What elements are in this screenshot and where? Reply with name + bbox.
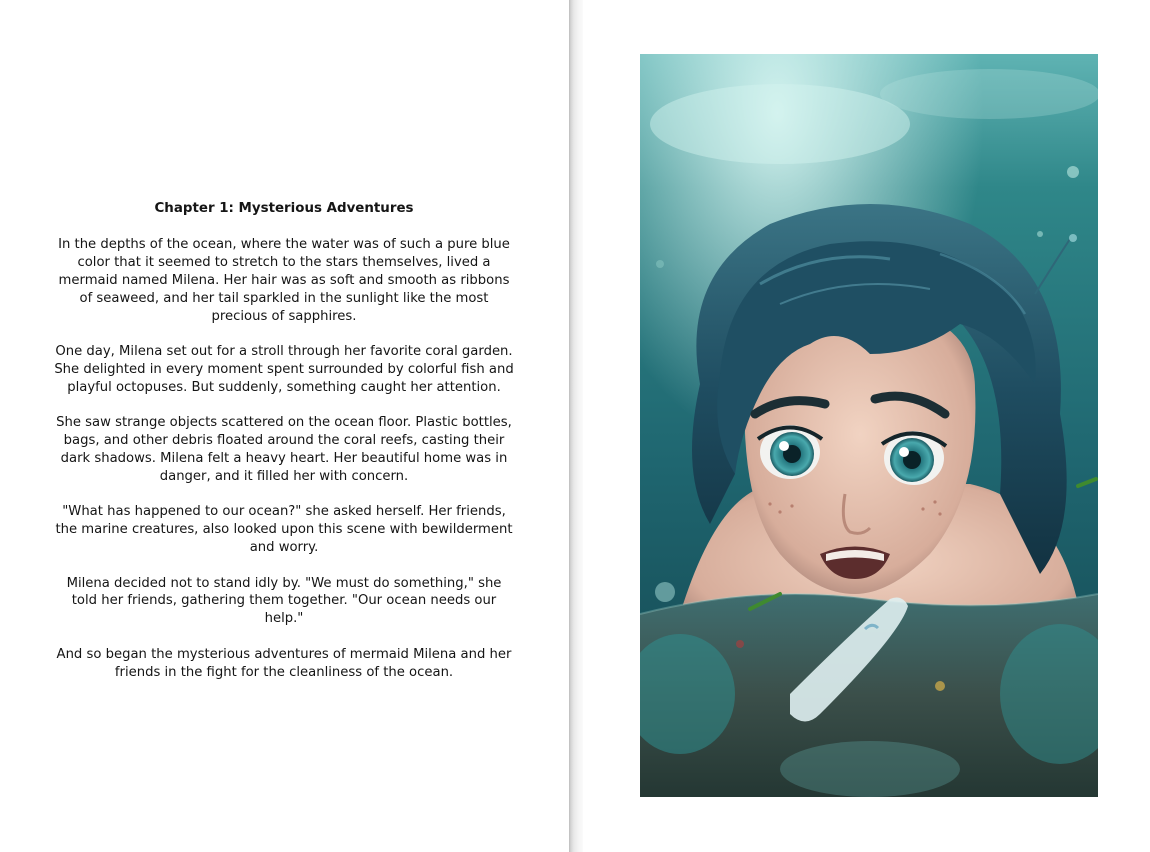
paragraph-1: In the depths of the ocean, where the water was of such a pure blue color that it seemed to stretch to the stars themselves, lived a mermaid named Milena. Her hair was as soft and smooth as ribbons of seaweed, and her tail sparkled in the sunlight like the most precious of sapphires. [58, 236, 510, 324]
paragraph-6: And so began the mysterious adventures of mermaid Milena and her friends in the fight for the cleanliness of the ocean. [56, 646, 512, 680]
left-page [0, 0, 569, 852]
paragraph-2: One day, Milena set out for a stroll through her favorite coral garden. She delighted in every moment spent surrounded by colorful fish and playful octopuses. But suddenly, something caught her attention. [54, 343, 514, 395]
book-gutter [569, 0, 583, 852]
paragraph-5: Milena decided not to stand idly by. "We must do something," she told her friends, gathering them together. "Our ocean needs our help." [66, 575, 502, 627]
paragraph-3: She saw strange objects scattered on the ocean floor. Plastic bottles, bags, and other debris floated around the coral reefs, casting their dark shadows. Milena felt a heavy heart. Her beautiful home was in danger, and it filled her with concern. [56, 415, 512, 484]
mermaid-illustration [640, 54, 1098, 797]
paragraph-4: "What has happened to our ocean?" she asked herself. Her friends, the marine creatures, also looked upon this scene with bewilderment and worry. [55, 504, 513, 556]
chapter-title: Chapter 1: Mysterious Adventures [154, 201, 414, 216]
chapter-text [52, 200, 516, 699]
right-page [583, 0, 1150, 852]
